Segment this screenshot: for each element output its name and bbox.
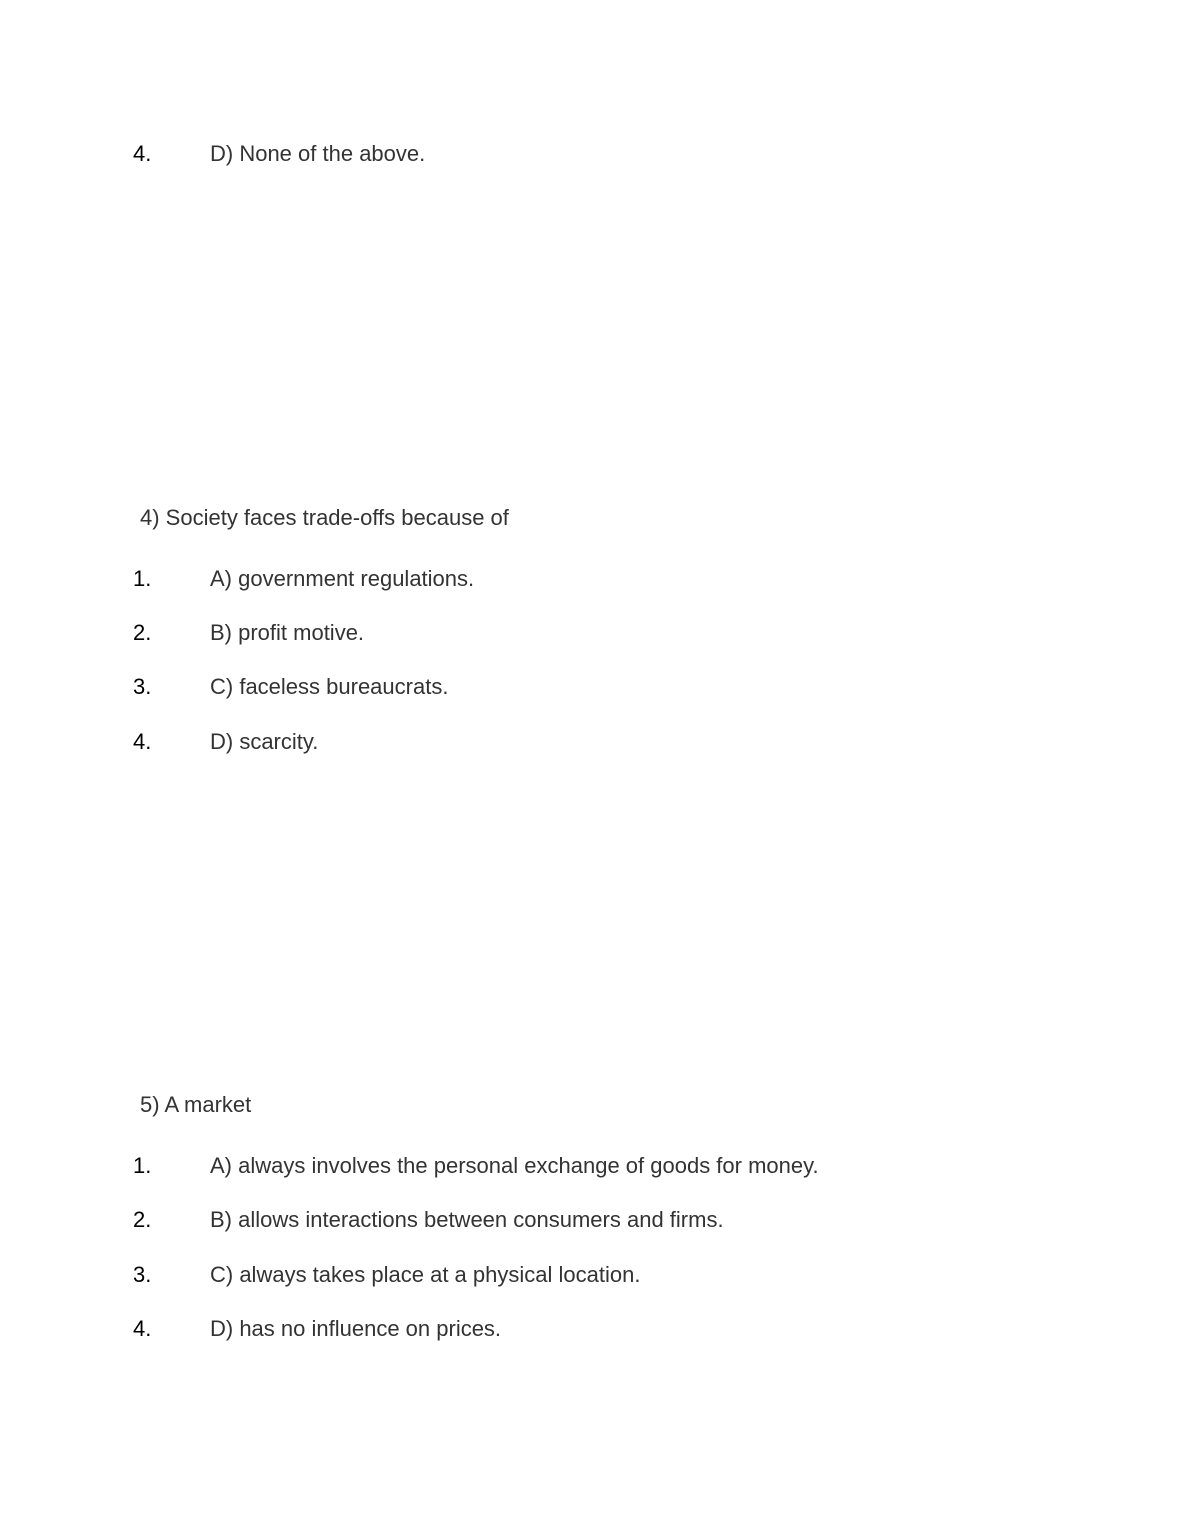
- question-prompt: 4) Society faces trade-offs because of: [140, 505, 509, 530]
- option-text: A) always involves the personal exchange of goods for money.: [210, 1153, 819, 1178]
- option-text: B) allows interactions between consumers and firms.: [210, 1207, 724, 1232]
- option-text: D) has no influence on prices.: [210, 1316, 502, 1341]
- option-number: 2.: [133, 1207, 152, 1232]
- option-text: A) government regulations.: [210, 566, 475, 591]
- option-number: 2.: [133, 620, 152, 645]
- option-number: 4.: [133, 1316, 152, 1341]
- option-text: B) profit motive.: [210, 620, 365, 645]
- option-number: 3.: [133, 1262, 152, 1287]
- option-number: 1.: [133, 566, 152, 591]
- option-number: 3.: [133, 674, 152, 699]
- option-text: C) always takes place at a physical location.: [210, 1262, 641, 1287]
- option-text: D) scarcity.: [210, 729, 319, 754]
- option-text: D) None of the above.: [210, 141, 426, 166]
- option-text: C) faceless bureaucrats.: [210, 674, 449, 699]
- option-number: 4.: [133, 141, 152, 166]
- option-number: 1.: [133, 1153, 152, 1178]
- option-number: 4.: [133, 729, 152, 754]
- question-prompt: 5) A market: [140, 1092, 252, 1117]
